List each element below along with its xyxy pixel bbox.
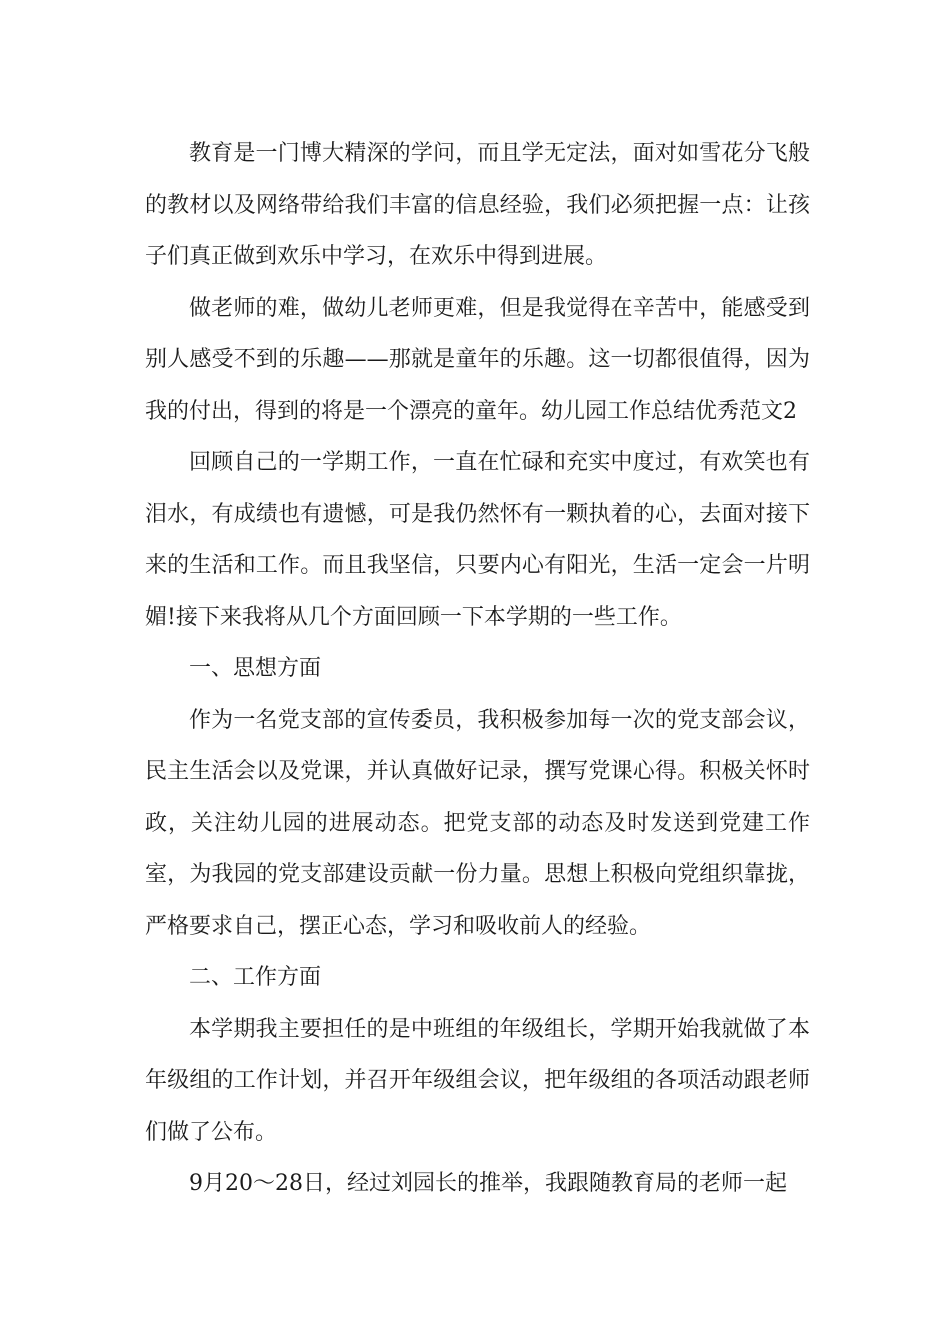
paragraph-intro: 教育是一门博大精深的学问，而且学无定法，面对如雪花分飞般的教材以及网络带给我们丰富的信息经验，我们必须把握一点：让孩子们真正做到欢乐中学习，在欢乐中得到进展。 [145, 141, 810, 269]
section-heading-work: 二、工作方面 [189, 965, 322, 990]
document-body [145, 128, 810, 1210]
section-heading-thought: 一、思想方面 [189, 656, 322, 681]
paragraph-party-work: 作为一名党支部的宣传委员，我积极参加每一次的党支部会议，民主生活会以及党课，并认真做好记录，撰写党课心得。积极关怀时政，关注幼儿园的进展动态。把党支部的动态及时发送到党建工作室，为我园的党支部建设贡献一份力量。思想上积极向党组织靠拢，严格要求自己，摆正心态，学习和吸收前人的经验。 [145, 707, 810, 939]
paragraph-september: 9月20～28日，经过刘园长的推举，我跟随教育局的老师一起 [189, 1171, 787, 1196]
paragraph-review: 回顾自己的一学期工作，一直在忙碌和充实中度过，有欢笑也有泪水，有成绩也有遗憾，可是我仍然怀有一颗执着的心，去面对接下来的生活和工作。而且我坚信，只要内心有阳光，生活一定会一片明媚!接下来我将从几个方面回顾一下本学期的一些工作。 [145, 450, 810, 630]
paragraph-teacher-joy: 做老师的难，做幼儿老师更难，但是我觉得在辛苦中，能感受到别人感受不到的乐趣——那就是童年的乐趣。这一切都很值得，因为我的付出，得到的将是一个漂亮的童年。幼儿园工作总结优秀范文2 [145, 295, 810, 424]
paragraph-grade-leader: 本学期我主要担任的是中班组的年级组长，学期开始我就做了本年级组的工作计划，并召开年级组会议，把年级组的各项活动跟老师们做了公布。 [145, 1016, 810, 1145]
